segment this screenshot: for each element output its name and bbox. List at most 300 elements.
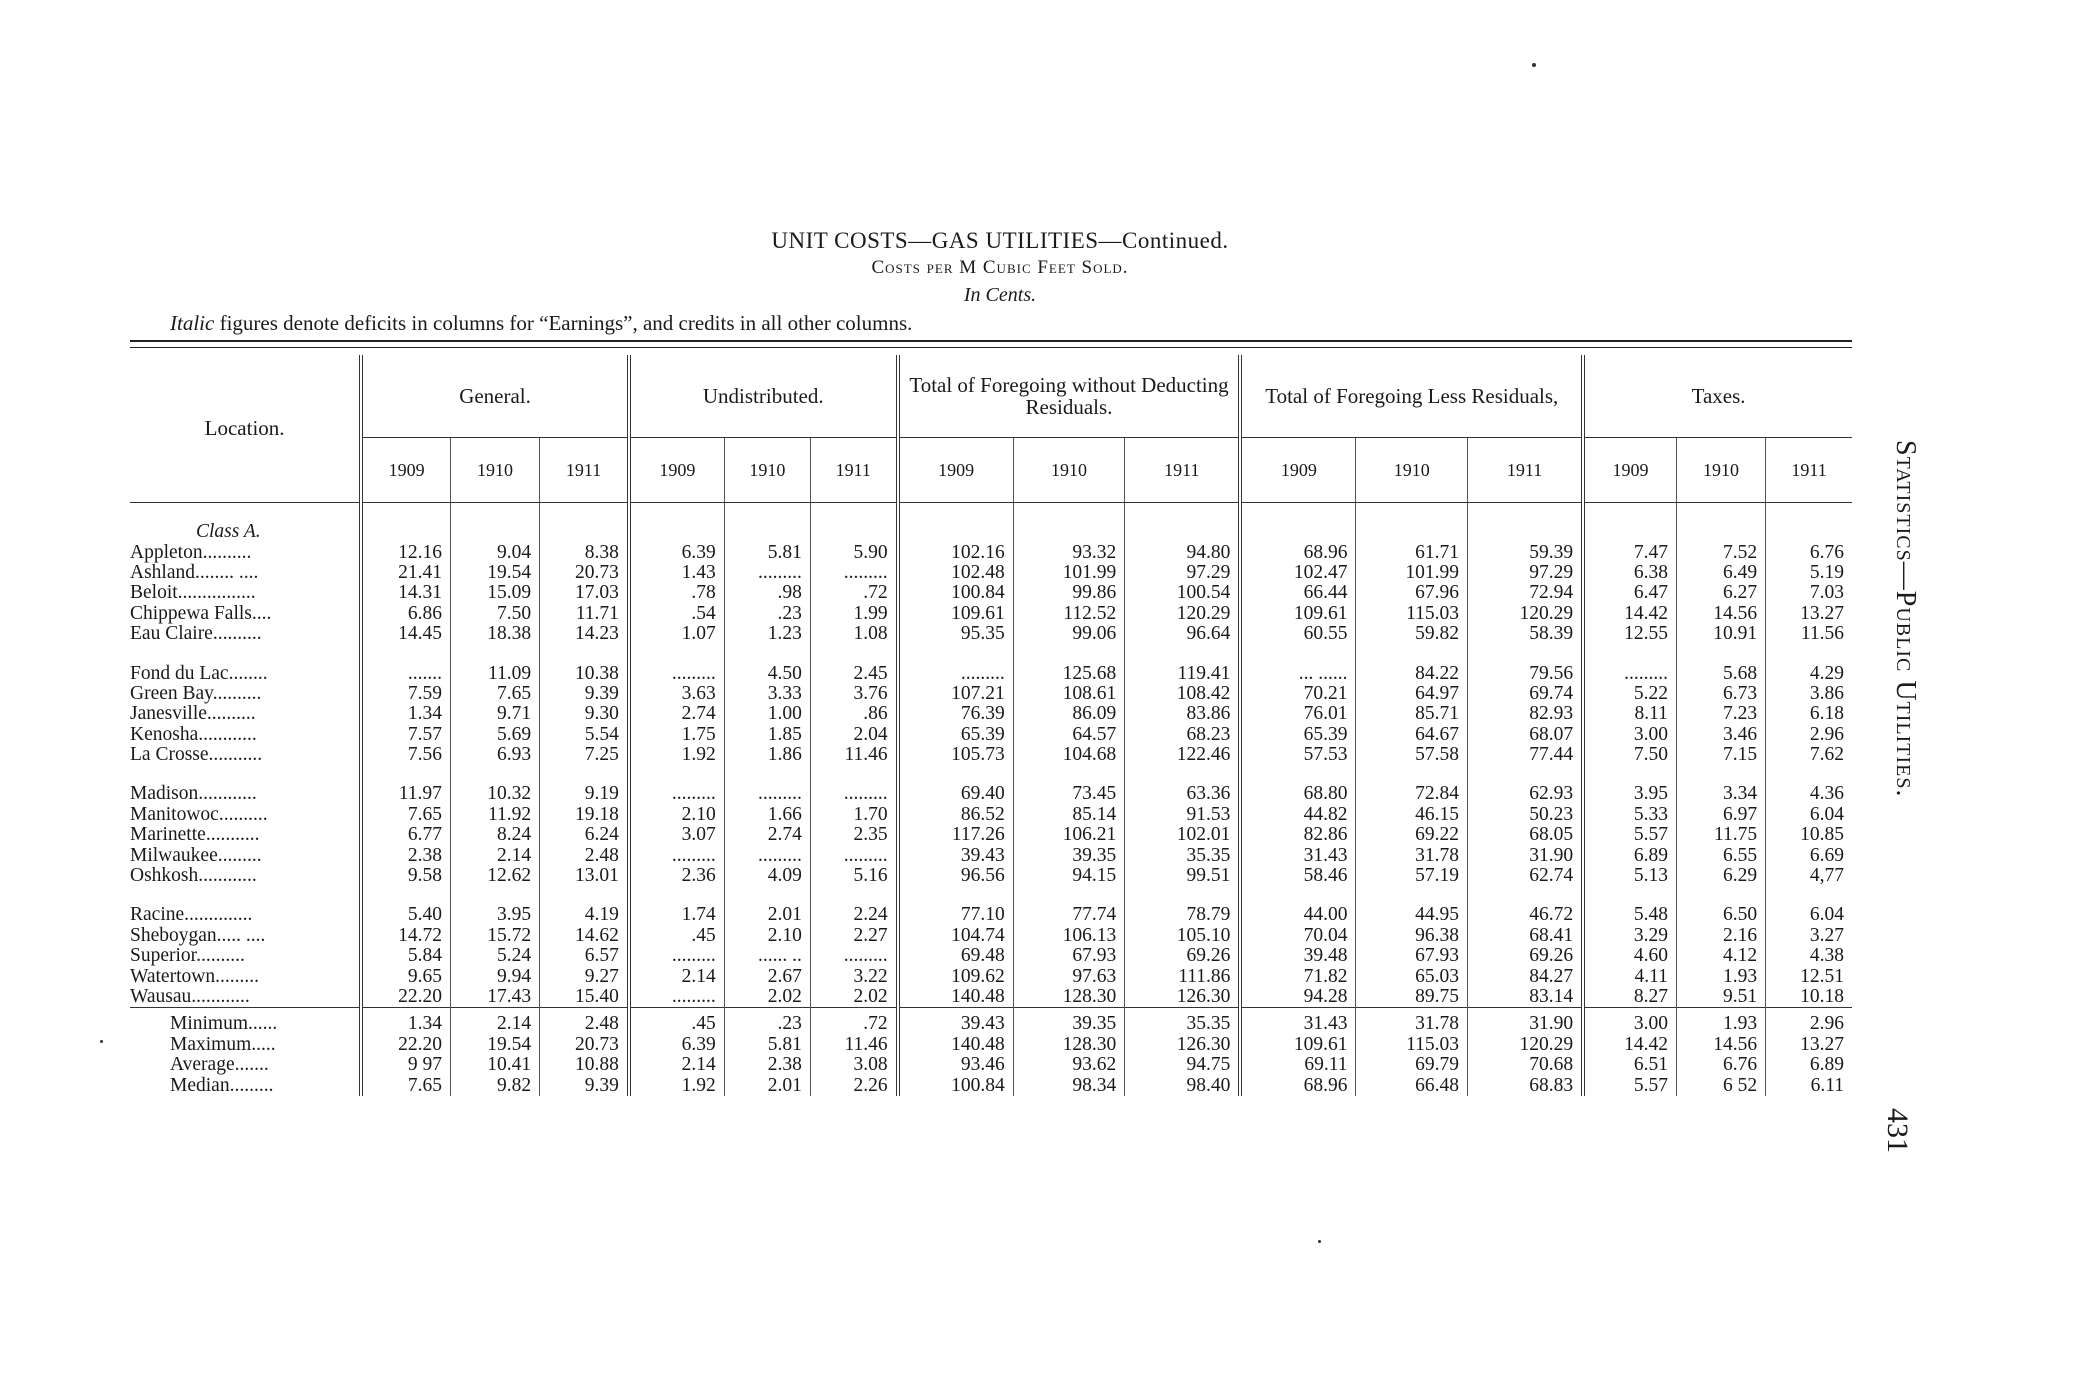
value-cell: 10.91 — [1676, 624, 1765, 644]
value-cell: 7.65 — [361, 805, 450, 825]
value-cell: 13.27 — [1766, 604, 1852, 624]
year-header: 1909 — [629, 438, 724, 503]
location-name: La Crosse — [130, 744, 209, 766]
value-cell: 8.38 — [540, 542, 629, 562]
value-cell: 5.16 — [810, 866, 897, 886]
location-cell — [130, 745, 361, 765]
value-cell: 7.50 — [450, 604, 539, 624]
value-cell: 8.24 — [450, 825, 539, 845]
location-cell — [130, 825, 361, 845]
location-cell — [130, 987, 361, 1008]
value-cell: 11.46 — [810, 745, 897, 765]
value-cell: 15.09 — [450, 583, 539, 603]
value-cell: 4.50 — [724, 663, 810, 683]
value-cell: 68.23 — [1125, 725, 1241, 745]
value-cell: 65.03 — [1356, 966, 1468, 986]
value-cell: 5.24 — [450, 946, 539, 966]
value-cell: 1.86 — [724, 745, 810, 765]
table-row — [130, 845, 1852, 865]
value-cell: 6.38 — [1583, 563, 1676, 583]
year-header: 1909 — [1583, 438, 1676, 503]
table-row — [130, 1055, 1852, 1075]
value-cell: 3.95 — [450, 905, 539, 925]
value-cell: 98.34 — [1013, 1075, 1125, 1095]
value-cell: 31.43 — [1240, 845, 1356, 865]
value-cell: 6.18 — [1766, 704, 1852, 724]
value-cell: 77.44 — [1468, 745, 1584, 765]
value-cell: 2.14 — [450, 1008, 539, 1035]
value-cell: 106.13 — [1013, 926, 1125, 946]
value-cell: 4.38 — [1766, 946, 1852, 966]
value-cell: 69.26 — [1125, 946, 1241, 966]
location-cell — [130, 563, 361, 583]
location-cell — [130, 1075, 361, 1095]
year-header: 1909 — [898, 438, 1014, 503]
value-cell: 9.27 — [540, 966, 629, 986]
value-cell: 69.26 — [1468, 946, 1584, 966]
value-cell: 4.11 — [1583, 966, 1676, 986]
value-cell: 3.63 — [629, 684, 724, 704]
location-name: Madison — [130, 784, 199, 805]
value-cell: 100.54 — [1125, 583, 1241, 603]
value-cell: 119.41 — [1125, 663, 1241, 683]
leader-dots: ............ — [198, 724, 257, 745]
value-cell: 7.50 — [1583, 745, 1676, 765]
table-body — [130, 503, 1852, 1096]
table-row — [130, 866, 1852, 886]
value-cell: 2.16 — [1676, 926, 1765, 946]
leader-dots: ..... — [251, 1034, 276, 1055]
value-cell: 1.34 — [361, 1008, 450, 1035]
value-cell: 69.22 — [1356, 825, 1468, 845]
location-name: Green Bay — [130, 683, 213, 704]
table-subtitle: Costs per M Cubic Feet Sold. — [871, 257, 1129, 278]
value-cell: 14.56 — [1676, 1035, 1765, 1055]
value-cell: 5.81 — [724, 1035, 810, 1055]
value-cell: 2.14 — [629, 1055, 724, 1075]
location-name: Janesville — [130, 704, 207, 725]
value-cell: 115.03 — [1356, 1035, 1468, 1055]
value-cell: 39.48 — [1240, 946, 1356, 966]
leader-dots: ................ — [177, 583, 256, 604]
running-head — [1887, 440, 1927, 940]
value-cell: 111.86 — [1125, 966, 1241, 986]
value-cell: 69.40 — [898, 784, 1014, 804]
value-cell: ......... — [724, 784, 810, 804]
value-cell: 2.02 — [810, 987, 897, 1008]
leader-dots: ............ — [191, 986, 250, 1007]
value-cell: 98.40 — [1125, 1075, 1241, 1095]
value-cell: 1.93 — [1676, 1008, 1765, 1035]
value-cell: 1.74 — [629, 905, 724, 925]
value-cell: 64.97 — [1356, 684, 1468, 704]
value-cell: ......... — [898, 663, 1014, 683]
value-cell: 64.67 — [1356, 725, 1468, 745]
value-cell: .86 — [810, 704, 897, 724]
value-cell: 31.78 — [1356, 845, 1468, 865]
value-cell: ......... — [810, 784, 897, 804]
value-cell: 63.36 — [1125, 784, 1241, 804]
leader-dots: ........... — [208, 744, 263, 766]
value-cell: 1.99 — [810, 604, 897, 624]
scan-speck — [1318, 1240, 1321, 1243]
value-cell: .23 — [724, 604, 810, 624]
value-cell: 120.29 — [1468, 1035, 1584, 1055]
value-cell: 61.71 — [1356, 542, 1468, 562]
year-header: 1910 — [1356, 438, 1468, 503]
value-cell: 2.74 — [724, 825, 810, 845]
value-cell: 73.45 — [1013, 784, 1125, 804]
spacer-row — [130, 765, 1852, 784]
value-cell: 5.19 — [1766, 563, 1852, 583]
value-cell: 86.52 — [898, 805, 1014, 825]
table-row — [130, 704, 1852, 724]
leader-dots: .......... — [212, 683, 262, 704]
value-cell: 13.27 — [1766, 1035, 1852, 1055]
value-cell: 115.03 — [1356, 604, 1468, 624]
value-cell: 96.64 — [1125, 624, 1241, 644]
class-row — [130, 522, 1852, 542]
value-cell: 6.11 — [1766, 1075, 1852, 1095]
value-cell: 78.79 — [1125, 905, 1241, 925]
leader-dots: ...... — [248, 1013, 278, 1035]
value-cell: 9.58 — [361, 866, 450, 886]
value-cell: 9.51 — [1676, 987, 1765, 1008]
value-cell: 4.29 — [1766, 663, 1852, 683]
location-name: Milwaukee — [130, 845, 218, 866]
value-cell: 67.93 — [1013, 946, 1125, 966]
leader-dots: .... — [251, 603, 272, 624]
value-cell: 83.86 — [1125, 704, 1241, 724]
value-cell: 10.88 — [540, 1055, 629, 1075]
location-name: Appleton — [130, 542, 203, 563]
table-row — [130, 987, 1852, 1008]
value-cell: ......... — [629, 946, 724, 966]
value-cell: 100.84 — [898, 583, 1014, 603]
value-cell: 1.70 — [810, 805, 897, 825]
value-cell: 128.30 — [1013, 1035, 1125, 1055]
value-cell: 140.48 — [898, 1035, 1014, 1055]
value-cell: 6.24 — [540, 825, 629, 845]
value-cell: 62.74 — [1468, 866, 1584, 886]
value-cell: 46.15 — [1356, 805, 1468, 825]
value-cell: 94.15 — [1013, 866, 1125, 886]
value-cell: 57.53 — [1240, 745, 1356, 765]
page-number-box — [1880, 1108, 1940, 1168]
year-header: 1911 — [810, 438, 897, 503]
value-cell: 9.39 — [540, 1075, 629, 1095]
value-cell: 4.60 — [1583, 946, 1676, 966]
side-title: Statistics—Public Utilities. — [1890, 440, 1921, 798]
value-cell: 14.62 — [540, 926, 629, 946]
value-cell: 68.41 — [1468, 926, 1584, 946]
location-cell — [130, 542, 361, 562]
value-cell: 96.56 — [898, 866, 1014, 886]
location-cell — [130, 845, 361, 865]
value-cell: 6.86 — [361, 604, 450, 624]
value-cell: 65.39 — [1240, 725, 1356, 745]
leader-dots: .......... — [196, 946, 245, 967]
value-cell: .54 — [629, 604, 724, 624]
value-cell: 1.07 — [629, 624, 724, 644]
value-cell: 6.29 — [1676, 866, 1765, 886]
value-cell: 62.93 — [1468, 784, 1584, 804]
year-header: 1910 — [450, 438, 539, 503]
leader-dots: ......... — [215, 966, 259, 987]
value-cell: 1.34 — [361, 704, 450, 724]
group-header: General. — [361, 355, 629, 438]
value-cell: 72.84 — [1356, 784, 1468, 804]
value-cell: 68.80 — [1240, 784, 1356, 804]
location-name: Median — [170, 1075, 230, 1096]
value-cell: 95.35 — [898, 624, 1014, 644]
value-cell: 96.38 — [1356, 926, 1468, 946]
value-cell: 7.15 — [1676, 745, 1765, 765]
location-name: Kenosha — [130, 724, 199, 745]
value-cell: 122.46 — [1125, 745, 1241, 765]
value-cell: .72 — [810, 583, 897, 603]
value-cell: 11.92 — [450, 805, 539, 825]
value-cell: .78 — [629, 583, 724, 603]
value-cell: 7.57 — [361, 725, 450, 745]
leader-dots: ......... — [229, 1075, 274, 1096]
value-cell: 31.78 — [1356, 1008, 1468, 1035]
value-cell: 7.56 — [361, 745, 450, 765]
value-cell: 6.50 — [1676, 905, 1765, 925]
unit-costs-table — [130, 355, 1852, 1096]
location-cell — [130, 725, 361, 745]
value-cell: 11.75 — [1676, 825, 1765, 845]
location-name: Marinette — [130, 825, 206, 846]
value-cell: 112.52 — [1013, 604, 1125, 624]
value-cell: 5.13 — [1583, 866, 1676, 886]
leader-dots: .......... — [206, 704, 256, 725]
value-cell: 3.76 — [810, 684, 897, 704]
location-cell — [130, 805, 361, 825]
value-cell: 11.56 — [1766, 624, 1852, 644]
class-label: Class A. — [196, 521, 261, 543]
value-cell: 5.48 — [1583, 905, 1676, 925]
spacer-row — [130, 644, 1852, 663]
value-cell: 4.19 — [540, 905, 629, 925]
value-cell: 19.18 — [540, 805, 629, 825]
top-double-rule — [130, 340, 1852, 348]
value-cell: 1.43 — [629, 563, 724, 583]
value-cell: 35.35 — [1125, 1008, 1241, 1035]
value-cell: 6.89 — [1766, 1055, 1852, 1075]
value-cell: 58.39 — [1468, 624, 1584, 644]
value-cell: 39.35 — [1013, 1008, 1125, 1035]
value-cell: 70.68 — [1468, 1055, 1584, 1075]
location-cell — [130, 604, 361, 624]
location-name: Sheboygan — [130, 925, 217, 946]
value-cell: 2.01 — [724, 1075, 810, 1095]
location-cell — [130, 866, 361, 886]
table-row — [130, 784, 1852, 804]
year-header: 1911 — [1125, 438, 1241, 503]
year-header: 1911 — [540, 438, 629, 503]
value-cell: 2.48 — [540, 1008, 629, 1035]
value-cell: 2.02 — [724, 987, 810, 1008]
value-cell: 9.82 — [450, 1075, 539, 1095]
value-cell: 13.01 — [540, 866, 629, 886]
value-cell: 6.04 — [1766, 905, 1852, 925]
value-cell: 66.48 — [1356, 1075, 1468, 1095]
location-name: Racine — [130, 905, 185, 926]
value-cell: 120.29 — [1468, 604, 1584, 624]
value-cell: 8.27 — [1583, 987, 1676, 1008]
value-cell: 64.57 — [1013, 725, 1125, 745]
table-row — [130, 946, 1852, 966]
table-row — [130, 926, 1852, 946]
value-cell: 93.62 — [1013, 1055, 1125, 1075]
value-cell: 1.85 — [724, 725, 810, 745]
leader-dots: ..... .... — [216, 925, 266, 946]
value-cell: .23 — [724, 1008, 810, 1035]
table-row — [130, 563, 1852, 583]
value-cell: ......... — [810, 563, 897, 583]
value-cell: 3.95 — [1583, 784, 1676, 804]
value-cell: 107.21 — [898, 684, 1014, 704]
value-cell: 2.04 — [810, 725, 897, 745]
value-cell: 21.41 — [361, 563, 450, 583]
location-name: Maximum — [170, 1034, 252, 1055]
value-cell: 6.77 — [361, 825, 450, 845]
value-cell: 108.61 — [1013, 684, 1125, 704]
value-cell: 2.10 — [629, 805, 724, 825]
value-cell: 109.61 — [898, 604, 1014, 624]
value-cell: 126.30 — [1125, 1035, 1241, 1055]
value-cell: 7.25 — [540, 745, 629, 765]
value-cell: 5.40 — [361, 905, 450, 925]
value-cell: 3.22 — [810, 966, 897, 986]
value-cell: 82.93 — [1468, 704, 1584, 724]
location-cell — [130, 1055, 361, 1075]
year-header: 1910 — [724, 438, 810, 503]
location-header: Location. — [130, 355, 361, 503]
value-cell: 85.71 — [1356, 704, 1468, 724]
value-cell: 2.10 — [724, 926, 810, 946]
value-cell: 69.11 — [1240, 1055, 1356, 1075]
value-cell: 6 52 — [1676, 1075, 1765, 1095]
value-cell: 106.21 — [1013, 825, 1125, 845]
value-cell: 6.55 — [1676, 845, 1765, 865]
value-cell: 31.43 — [1240, 1008, 1356, 1035]
value-cell: .72 — [810, 1008, 897, 1035]
value-cell: 68.96 — [1240, 542, 1356, 562]
value-cell: 10.32 — [450, 784, 539, 804]
value-cell: 99.86 — [1013, 583, 1125, 603]
value-cell: 6.57 — [540, 946, 629, 966]
value-cell: ......... — [724, 563, 810, 583]
value-cell: 68.07 — [1468, 725, 1584, 745]
group-header: Total of Foregoing Less Residuals, — [1240, 355, 1583, 438]
location-cell — [130, 704, 361, 724]
value-cell: 65.39 — [898, 725, 1014, 745]
value-cell: ......... — [629, 663, 724, 683]
value-cell: 97.29 — [1125, 563, 1241, 583]
spacer-row — [130, 886, 1852, 905]
value-cell: 8.11 — [1583, 704, 1676, 724]
value-cell: 117.26 — [898, 825, 1014, 845]
table-row — [130, 624, 1852, 644]
value-cell: 4.36 — [1766, 784, 1852, 804]
value-cell: 104.74 — [898, 926, 1014, 946]
value-cell: 2.38 — [724, 1055, 810, 1075]
value-cell: 9.19 — [540, 784, 629, 804]
scan-speck — [1532, 63, 1536, 67]
table-title: UNIT COSTS—GAS UTILITIES—Continued. — [771, 228, 1229, 253]
value-cell: 109.61 — [1240, 604, 1356, 624]
value-cell: 6.51 — [1583, 1055, 1676, 1075]
table-row — [130, 1075, 1852, 1095]
value-cell: 2.01 — [724, 905, 810, 925]
value-cell: 46.72 — [1468, 905, 1584, 925]
value-cell: 1.00 — [724, 704, 810, 724]
location-cell — [130, 784, 361, 804]
value-cell: 5.68 — [1676, 663, 1765, 683]
location-cell — [130, 663, 361, 683]
value-cell: 9.71 — [450, 704, 539, 724]
value-cell: 77.10 — [898, 905, 1014, 925]
value-cell: 50.23 — [1468, 805, 1584, 825]
table-row — [130, 725, 1852, 745]
value-cell: ......... — [629, 845, 724, 865]
value-cell: 5.69 — [450, 725, 539, 745]
value-cell: 5.81 — [724, 542, 810, 562]
table-row — [130, 583, 1852, 603]
value-cell: 57.19 — [1356, 866, 1468, 886]
value-cell: 12.62 — [450, 866, 539, 886]
location-name: Chippewa Falls — [130, 603, 252, 624]
value-cell: 1.92 — [629, 745, 724, 765]
value-cell: 2.14 — [450, 845, 539, 865]
value-cell: 2.48 — [540, 845, 629, 865]
value-cell: 39.35 — [1013, 845, 1125, 865]
value-cell: 1.93 — [1676, 966, 1765, 986]
value-cell: 5.57 — [1583, 825, 1676, 845]
value-cell: 11.46 — [810, 1035, 897, 1055]
value-cell: 108.42 — [1125, 684, 1241, 704]
table-row — [130, 1008, 1852, 1035]
value-cell: 102.16 — [898, 542, 1014, 562]
value-cell: 20.73 — [540, 563, 629, 583]
value-cell: 9.39 — [540, 684, 629, 704]
value-cell: 2.67 — [724, 966, 810, 986]
value-cell: 6.39 — [629, 1035, 724, 1055]
value-cell: 39.43 — [898, 1008, 1014, 1035]
location-name: Eau Claire — [130, 623, 213, 645]
value-cell: 86.09 — [1013, 704, 1125, 724]
value-cell: ... ...... — [1240, 663, 1356, 683]
value-cell: 7.59 — [361, 684, 450, 704]
value-cell: 83.14 — [1468, 987, 1584, 1008]
table-row — [130, 542, 1852, 562]
value-cell: 3.00 — [1583, 725, 1676, 745]
value-cell: 39.43 — [898, 845, 1014, 865]
value-cell: 6.47 — [1583, 583, 1676, 603]
location-cell — [130, 946, 361, 966]
value-cell: 102.48 — [898, 563, 1014, 583]
value-cell: 9.04 — [450, 542, 539, 562]
year-header: 1909 — [1240, 438, 1356, 503]
value-cell: 70.04 — [1240, 926, 1356, 946]
value-cell: 4.09 — [724, 866, 810, 886]
year-header: 1909 — [361, 438, 450, 503]
leader-dots: ........... — [205, 825, 260, 846]
value-cell: .45 — [629, 1008, 724, 1035]
group-header: Undistributed. — [629, 355, 898, 438]
